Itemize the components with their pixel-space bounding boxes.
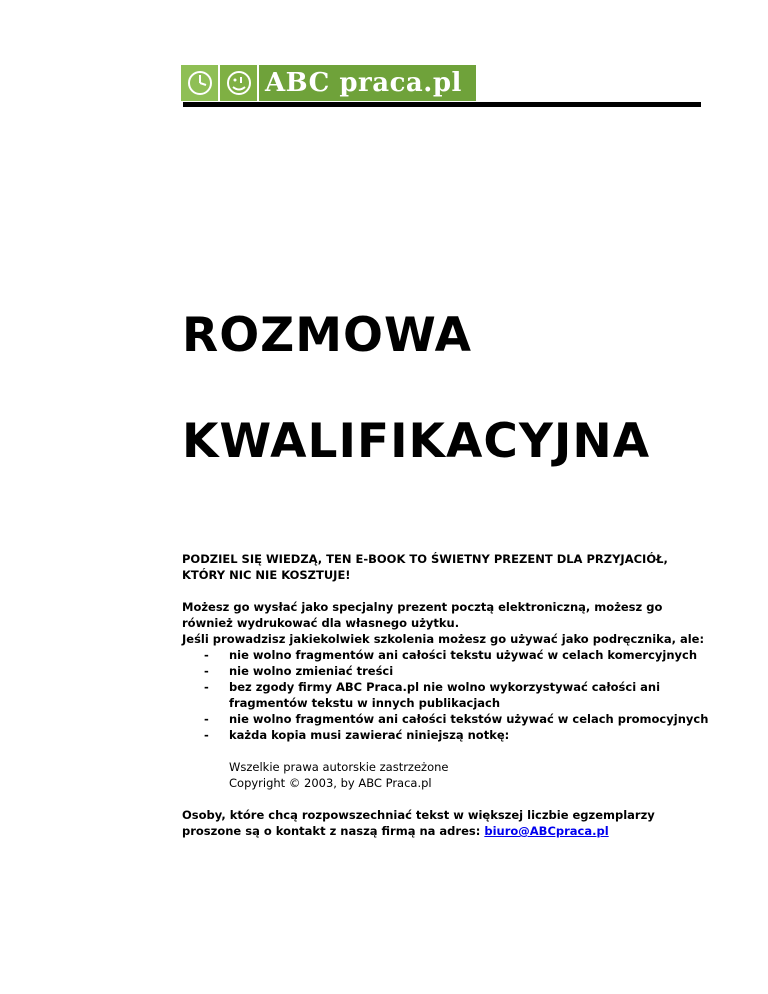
rules-list xyxy=(182,647,722,743)
intro-line: KTÓRY NIC NIE KOSZTUJE! xyxy=(182,568,351,582)
paragraph-line: Jeśli prowadzisz jakiekolwiek szkolenia możesz go używać jako podręcznika, ale: xyxy=(182,632,705,646)
header-divider xyxy=(183,102,701,107)
notice-body xyxy=(182,551,722,839)
list-item-text: nie wolno fragmentów ani całości tekstu używać w celach komercyjnych xyxy=(229,648,698,662)
closing-line: Osoby, które chcą rozpowszechniać tekst w większej liczbie egzemplarzy xyxy=(182,808,655,822)
list-dash: - xyxy=(204,728,209,742)
list-item xyxy=(182,727,722,743)
smiley-clock-icon xyxy=(220,65,257,101)
email-link[interactable]: biuro@ABCpraca.pl xyxy=(484,824,609,838)
clock-face-icon xyxy=(181,65,218,101)
list-item xyxy=(182,663,722,679)
list-dash: - xyxy=(204,712,209,726)
list-item-text: każda kopia musi zawierać niniejszą notkę: xyxy=(229,728,510,742)
list-item xyxy=(182,711,722,727)
page-title-line2: KWALIFIKACYJNA xyxy=(182,414,651,469)
logo-text: ABC praca.pl xyxy=(259,65,476,101)
copyright-line: Copyright © 2003, by ABC Praca.pl xyxy=(229,776,432,790)
list-item-text: nie wolno fragmentów ani całości tekstów używać w celach promocyjnych xyxy=(229,712,709,726)
list-dash: - xyxy=(204,664,209,678)
closing-text: proszone są o kontakt z naszą firmą na adres: xyxy=(182,824,485,838)
list-item-text: bez zgody firmy ABC Praca.pl nie wolno wykorzystywać całości ani fragmentów tekstu w innych publikacjach xyxy=(229,680,661,710)
list-item xyxy=(182,679,722,711)
logo xyxy=(181,65,476,101)
list-item-text: nie wolno zmieniać treści xyxy=(229,664,394,678)
intro-line: PODZIEL SIĘ WIEDZĄ, TEN E-BOOK TO ŚWIETNY PREZENT DLA PRZYJACIÓŁ, xyxy=(182,552,668,566)
list-dash: - xyxy=(204,680,209,694)
list-item xyxy=(182,647,722,663)
closing-line xyxy=(182,823,722,839)
page-title-line1: ROZMOWA xyxy=(182,308,473,363)
copyright-line: Wszelkie prawa autorskie zastrzeżone xyxy=(229,760,449,774)
paragraph-line: Możesz go wysłać jako specjalny prezent pocztą elektroniczną, możesz go xyxy=(182,600,663,614)
list-dash: - xyxy=(204,648,209,662)
paragraph-line: również wydrukować dla własnego użytku. xyxy=(182,616,460,630)
